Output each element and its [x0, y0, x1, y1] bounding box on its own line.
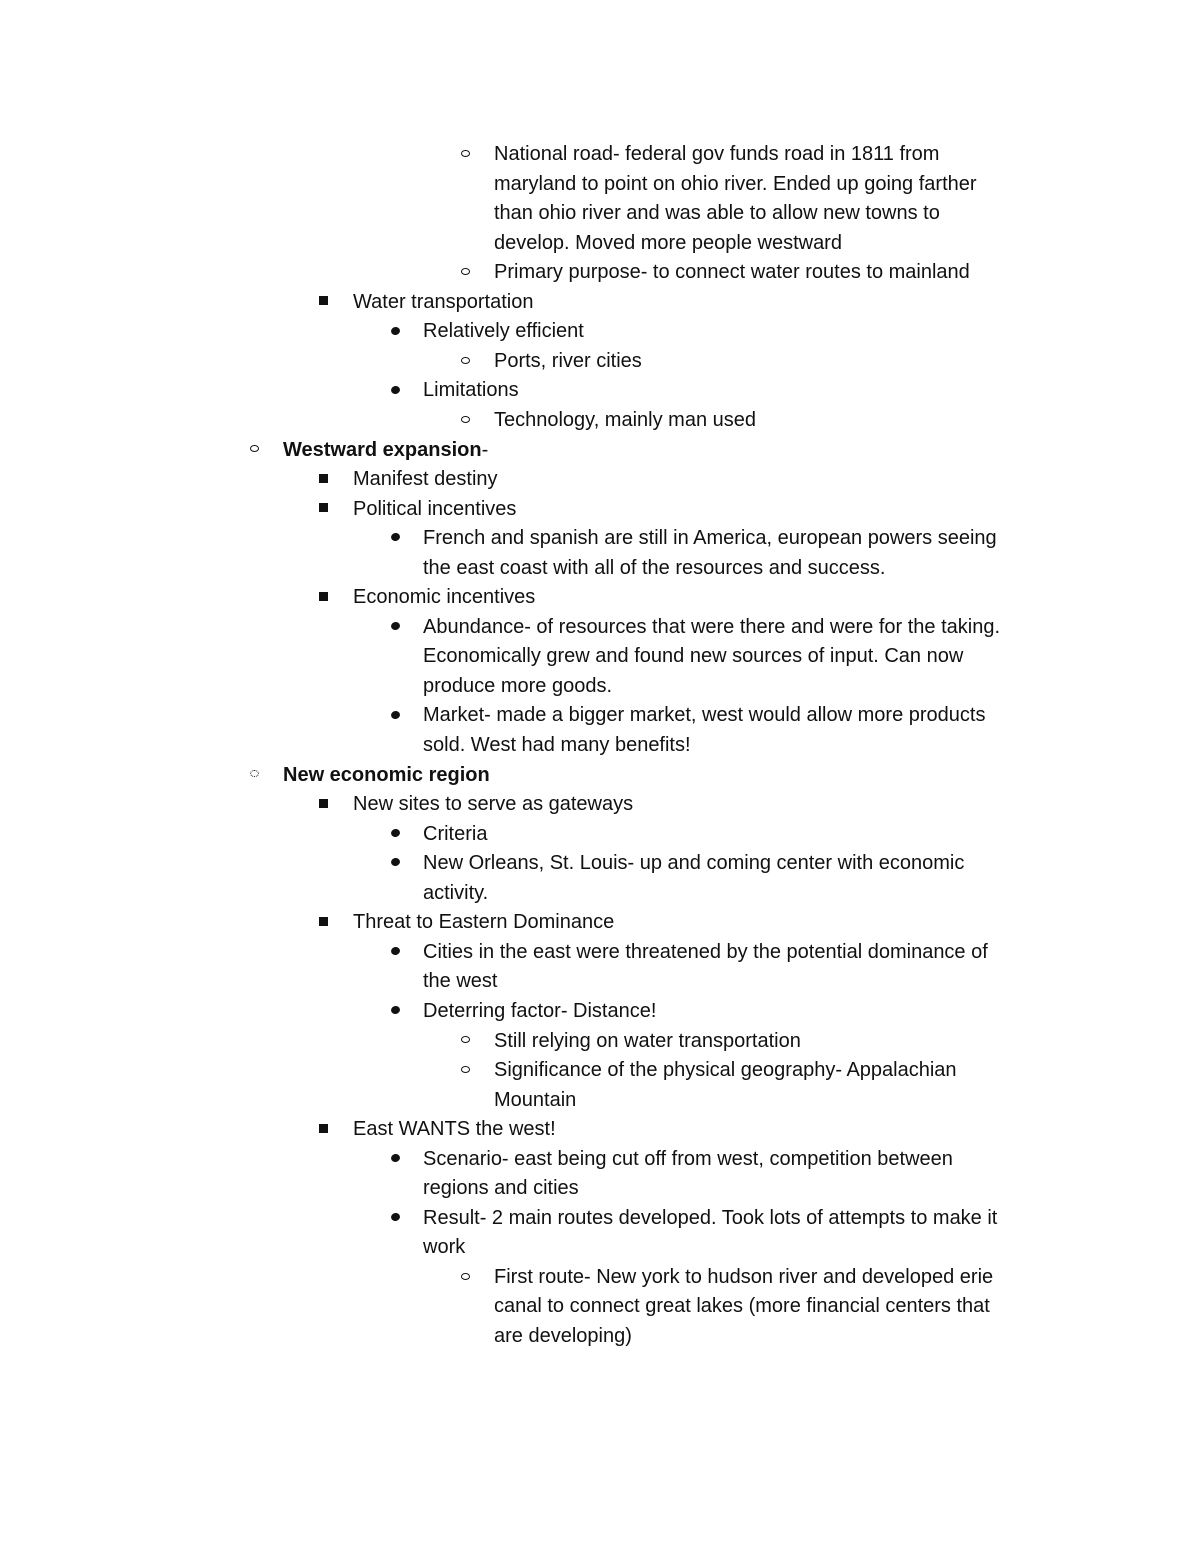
filled-bullet-icon — [390, 857, 401, 867]
ring-bullet-icon — [455, 258, 475, 288]
line-text: Mountain — [494, 1088, 577, 1111]
list-item-text — [423, 820, 487, 850]
list-item-text — [494, 229, 842, 259]
line-text: New economic region — [283, 763, 490, 786]
ring-bullet-icon — [461, 150, 470, 157]
ring-bullet-icon — [250, 445, 259, 452]
line-text: Threat to Eastern Dominance — [353, 911, 615, 934]
filled-bullet-icon — [385, 997, 405, 1027]
filled-bullet-icon — [390, 1212, 401, 1222]
list-item-text — [494, 1056, 957, 1086]
ring-bullet-icon — [455, 1056, 475, 1086]
line-text: sold. West had many benefits! — [423, 734, 691, 756]
line-text: Relatively efficient — [423, 320, 584, 343]
square-bullet-icon — [313, 1115, 333, 1145]
list-item-text — [494, 347, 642, 377]
ring-bullet-icon — [455, 347, 475, 377]
list-item-text — [494, 1292, 990, 1322]
ring-bullet-icon — [461, 1036, 470, 1043]
list-item-text — [494, 1086, 576, 1116]
list-item-text — [494, 258, 970, 288]
list-item-text — [353, 465, 498, 495]
filled-bullet-icon — [390, 532, 401, 542]
filled-bullet-icon — [385, 701, 405, 731]
filled-bullet-icon — [390, 710, 401, 720]
line-text: regions and cities — [423, 1177, 579, 1200]
square-bullet-icon — [319, 799, 328, 808]
list-item-text — [423, 376, 519, 406]
list-item-text — [494, 406, 756, 436]
list-item-text — [423, 524, 997, 554]
list-item-text — [494, 170, 977, 200]
filled-bullet-icon — [390, 828, 401, 838]
square-bullet-icon — [319, 1124, 328, 1133]
ring-bullet-icon — [461, 268, 470, 275]
square-bullet-icon — [313, 908, 333, 938]
line-text: are developing) — [494, 1325, 632, 1347]
line-text: develop. Moved more people westward — [494, 231, 842, 254]
line-text: Technology, mainly man used — [494, 408, 756, 431]
square-bullet-icon — [319, 503, 328, 512]
line-text: Abundance- of resources that were there and were for the taking. — [423, 615, 1001, 638]
list-item-text — [353, 790, 633, 820]
line-text: Economic incentives — [353, 586, 536, 609]
line-text: Criteria — [423, 822, 488, 845]
line-text: French and spanish are still in America, european powers seeing — [423, 527, 997, 550]
line-text: than ohio river and was able to allow new towns to — [494, 202, 940, 225]
list-item-text — [494, 1263, 993, 1293]
list-item-text — [353, 908, 614, 938]
list-item-text — [494, 1322, 632, 1352]
ring-bullet-icon — [461, 416, 470, 423]
list-item-text — [494, 140, 939, 170]
line-text: Market- made a bigger market, west would allow more products — [423, 704, 986, 727]
list-item-text — [423, 1233, 465, 1263]
line-text: East WANTS the west! — [353, 1118, 556, 1141]
filled-bullet-icon — [390, 1005, 401, 1015]
line-text: Political incentives — [353, 497, 517, 520]
line-text: Manifest destiny — [353, 468, 498, 491]
line-text: Primary purpose- to connect water routes to mainland — [494, 261, 970, 284]
dotted-ring-bullet-icon — [244, 761, 264, 791]
filled-bullet-icon — [390, 946, 401, 956]
ring-bullet-icon — [455, 1263, 475, 1293]
list-item-text — [353, 495, 516, 525]
line-text: Ports, river cities — [494, 349, 642, 372]
ring-bullet-icon — [455, 406, 475, 436]
square-bullet-icon — [319, 917, 328, 926]
list-item-text — [353, 288, 533, 318]
line-suffix: - — [481, 438, 489, 461]
line-text: the west — [423, 970, 498, 993]
filled-bullet-icon — [385, 317, 405, 347]
filled-bullet-icon — [385, 938, 405, 968]
list-item-text — [423, 701, 985, 731]
list-item-text — [423, 997, 656, 1027]
line-text: National road- federal gov funds road in 1811 from — [494, 143, 940, 165]
list-item-text — [423, 1174, 579, 1204]
filled-bullet-icon — [385, 376, 405, 406]
dotted-ring-bullet-icon — [250, 770, 259, 777]
list-item-text — [423, 731, 691, 761]
list-item-text — [423, 642, 963, 672]
filled-bullet-icon — [385, 524, 405, 554]
line-text: Economically grew and found new sources of input. Can now — [423, 645, 964, 668]
list-item-text — [423, 554, 885, 584]
list-item-text — [353, 583, 535, 613]
square-bullet-icon — [313, 288, 333, 318]
line-text: Significance of the physical geography- Appalachian — [494, 1059, 957, 1082]
filled-bullet-icon — [390, 1153, 401, 1163]
square-bullet-icon — [313, 465, 333, 495]
list-item-text — [423, 1204, 997, 1234]
square-bullet-icon — [319, 474, 328, 483]
line-text: New sites to serve as gateways — [353, 793, 634, 816]
list-item-text — [494, 199, 940, 229]
filled-bullet-icon — [385, 1145, 405, 1175]
square-bullet-icon — [319, 296, 328, 305]
filled-bullet-icon — [385, 849, 405, 879]
list-item-text — [423, 613, 1000, 643]
ring-bullet-icon — [455, 140, 475, 170]
square-bullet-icon — [319, 592, 328, 601]
list-item-text — [353, 1115, 556, 1145]
ring-bullet-icon — [461, 1273, 470, 1280]
filled-bullet-icon — [390, 621, 401, 631]
line-text: Cities in the east were threatened by the potential dominance of — [423, 940, 988, 963]
list-item-text — [423, 967, 497, 997]
filled-bullet-icon — [385, 1204, 405, 1234]
square-bullet-icon — [313, 790, 333, 820]
line-text: Result- 2 main routes developed. Took lots of attempts to make it — [423, 1206, 998, 1229]
square-bullet-icon — [313, 583, 333, 613]
line-text: the east coast with all of the resources and success. — [423, 556, 886, 579]
line-text: work — [423, 1236, 466, 1259]
line-text: Limitations — [423, 379, 519, 402]
filled-bullet-icon — [390, 385, 401, 395]
ring-bullet-icon — [455, 1027, 475, 1057]
filled-bullet-icon — [390, 325, 401, 335]
square-bullet-icon — [313, 495, 333, 525]
line-text: produce more goods. — [423, 674, 613, 697]
list-item-text — [494, 1027, 801, 1057]
list-item-text — [423, 879, 488, 909]
list-item-text — [423, 672, 612, 702]
line-text: New Orleans, St. Louis- up and coming center with economic — [423, 852, 965, 875]
section-heading — [283, 761, 490, 791]
list-item-text — [423, 1145, 953, 1175]
section-heading — [283, 436, 488, 466]
ring-bullet-icon — [461, 357, 470, 364]
line-text: First route- New york to hudson river and developed erie — [494, 1265, 994, 1288]
list-item-text — [423, 849, 964, 879]
ring-bullet-icon — [461, 1066, 470, 1073]
filled-bullet-icon — [385, 820, 405, 850]
list-item-text — [423, 317, 584, 347]
line-text: Water transportation — [353, 290, 534, 313]
ring-bullet-icon — [244, 436, 264, 466]
line-text: Scenario- east being cut off from west, competition between — [423, 1147, 953, 1170]
line-text: activity. — [423, 881, 489, 904]
line-text: maryland to point on ohio river. Ended up going farther — [494, 172, 977, 195]
line-text: Still relying on water transportation — [494, 1029, 801, 1052]
line-text: Deterring factor- Distance! — [423, 999, 657, 1022]
filled-bullet-icon — [385, 613, 405, 643]
line-text: Westward expansion — [283, 438, 482, 461]
line-text: canal to connect great lakes (more financial centers that — [494, 1295, 990, 1318]
list-item-text — [423, 938, 988, 968]
